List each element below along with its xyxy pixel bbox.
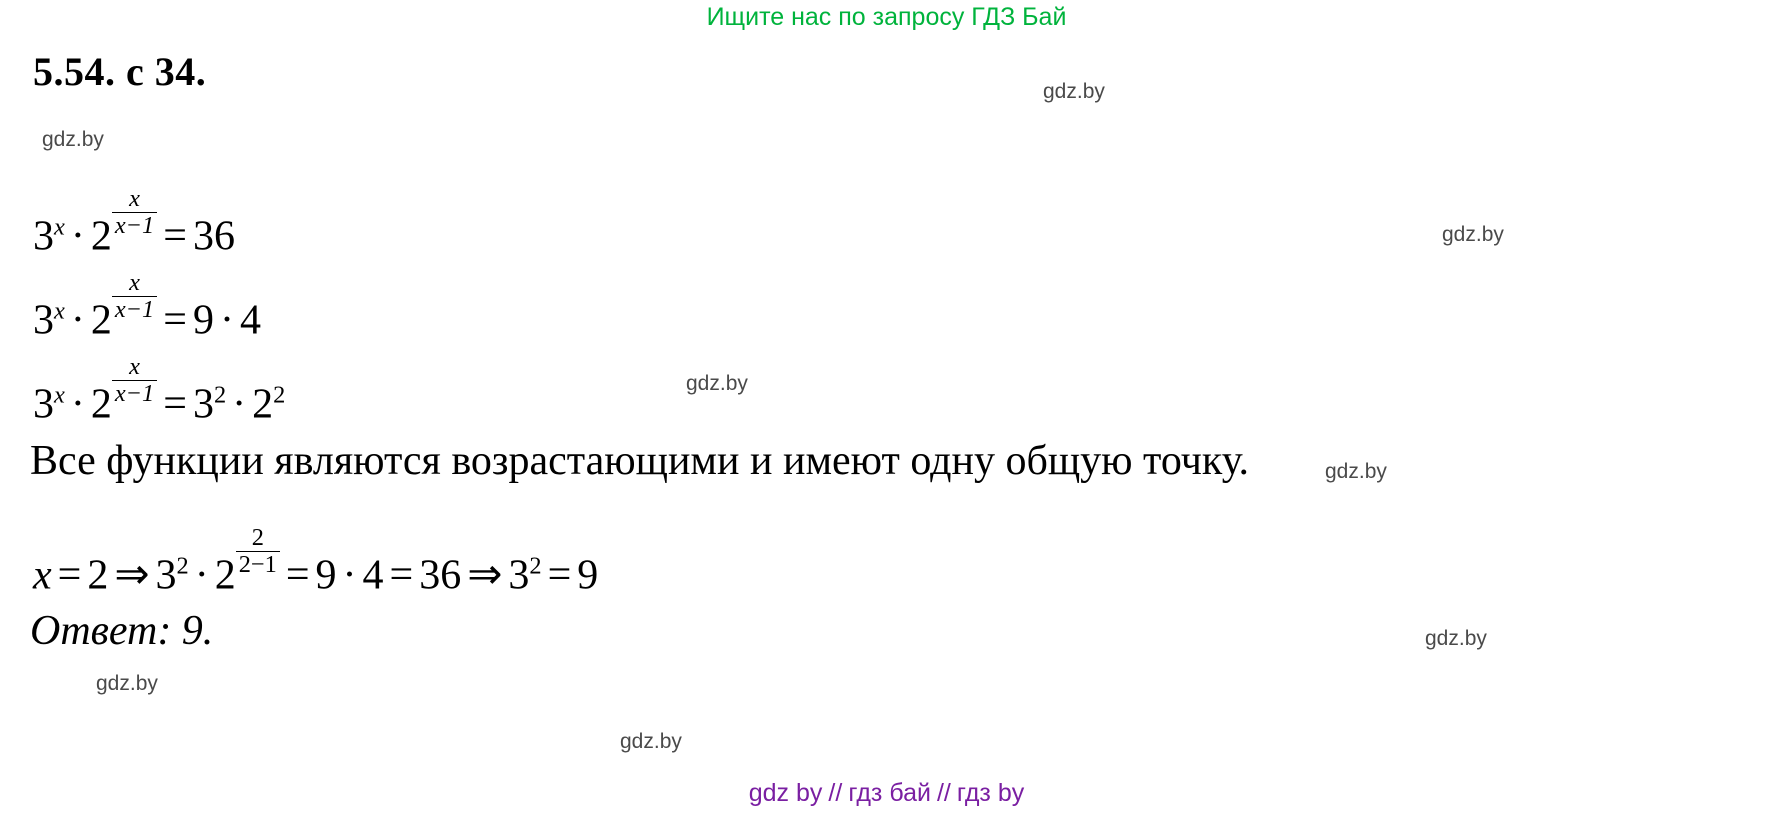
bottom-promo-part-3: гдз by — [956, 779, 1025, 807]
eq1-exp-x: x — [54, 213, 65, 241]
eq3-rhs-base-3: 3 — [192, 381, 214, 428]
eq4-dot-2: · — [342, 552, 357, 599]
watermark: gdz.by — [1325, 460, 1387, 483]
eq2-frac-numerator: x — [112, 271, 157, 297]
eq3-frac-denominator: x−1 — [114, 380, 155, 408]
eq4-rhs-36: 36 — [419, 552, 462, 599]
watermark: gdz.by — [1442, 223, 1504, 246]
eq4-implies-1: ⇒ — [114, 552, 150, 599]
eq4-equals-3: = — [389, 552, 414, 599]
watermark: gdz.by — [1425, 627, 1487, 650]
bottom-promo-sep-2: // — [936, 779, 951, 807]
bottom-promo-sep-1: // — [828, 779, 843, 807]
eq3-frac-numerator: x — [112, 355, 157, 381]
eq4-dot-1: · — [194, 552, 209, 599]
eq4-equals-2: = — [285, 552, 310, 599]
eq1-exponent-fraction — [112, 184, 157, 240]
eq1-base-2: 2 — [90, 213, 112, 260]
bottom-promo — [0, 778, 1773, 808]
eq3-base-3: 3 — [33, 381, 54, 428]
eq3-dot: · — [70, 381, 85, 428]
eq4-final-9: 9 — [577, 552, 599, 599]
eq3-rhs-base-2: 2 — [252, 381, 274, 428]
eq2-base-2: 2 — [90, 297, 112, 344]
eq2-dot: · — [70, 297, 85, 344]
exercise-title: 5.54. с 34. — [33, 49, 207, 94]
eq3-rhs-exp-2b: 2 — [273, 381, 286, 409]
eq1-frac-denominator: x−1 — [114, 212, 155, 240]
equation-line-2 — [33, 268, 261, 344]
watermark: gdz.by — [42, 128, 104, 151]
equation-line-3 — [33, 352, 286, 428]
bottom-promo-part-2: гдз бай — [848, 779, 931, 807]
eq1-equals: = — [163, 213, 187, 260]
eq4-equals-1: = — [57, 552, 82, 599]
eq1-dot: · — [70, 213, 85, 260]
equation-line-1 — [33, 184, 235, 260]
watermark: gdz.by — [620, 730, 682, 753]
bottom-promo-part-1: gdz by — [748, 779, 823, 807]
eq2-frac-denominator: x−1 — [114, 296, 155, 324]
eq4-rhs-4: 4 — [362, 552, 384, 599]
eq4-value-2: 2 — [87, 552, 109, 599]
eq4-rhs-9: 9 — [315, 552, 337, 599]
explanation-sentence: Все функции являются возрастающими и имеют одну общую точку. — [30, 438, 1250, 484]
eq3-exp-x: x — [54, 381, 65, 409]
eq4-final-base-3: 3 — [508, 552, 530, 599]
eq3-rhs-dot: · — [232, 381, 247, 428]
eq3-base-2: 2 — [90, 381, 112, 428]
eq2-rhs-9: 9 — [192, 297, 214, 344]
top-promo-text: Ищите нас по запросу ГДЗ Бай — [706, 3, 1067, 31]
equation-line-4 — [33, 523, 599, 599]
eq2-exp-x: x — [54, 297, 65, 325]
watermark: gdz.by — [686, 372, 748, 395]
eq1-base-3: 3 — [33, 213, 54, 260]
eq2-base-3: 3 — [33, 297, 54, 344]
watermark: gdz.by — [96, 672, 158, 695]
eq2-equals: = — [163, 297, 187, 344]
eq4-frac-numerator: 2 — [236, 526, 280, 552]
eq1-rhs: 36 — [192, 213, 235, 260]
eq4-base-2: 2 — [214, 552, 236, 599]
eq2-exponent-fraction — [112, 268, 157, 324]
eq2-rhs-dot: · — [219, 297, 234, 344]
eq4-var-x: x — [33, 552, 52, 599]
eq4-frac-denominator: 2−1 — [238, 551, 277, 579]
watermark: gdz.by — [1043, 80, 1105, 103]
eq4-final-exp-2: 2 — [529, 552, 542, 580]
eq4-exp-2: 2 — [176, 552, 189, 580]
eq4-equals-4: = — [547, 552, 572, 599]
eq3-exponent-fraction — [112, 352, 157, 408]
eq4-base-3: 3 — [155, 552, 177, 599]
eq3-equals: = — [163, 381, 187, 428]
eq4-exponent-fraction — [236, 523, 280, 579]
answer-text: Ответ: 9. — [30, 608, 214, 654]
eq4-implies-2: ⇒ — [467, 552, 503, 599]
eq1-frac-numerator: x — [112, 187, 157, 213]
eq2-rhs-4: 4 — [239, 297, 261, 344]
eq3-rhs-exp-2a: 2 — [213, 381, 227, 409]
